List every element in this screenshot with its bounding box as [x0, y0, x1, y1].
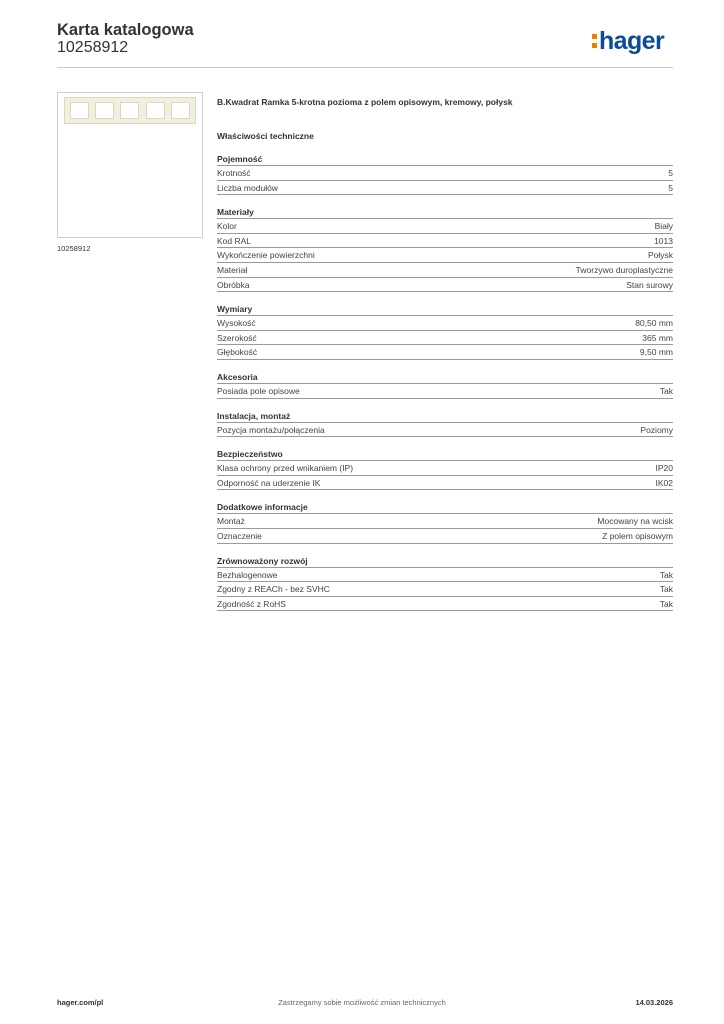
- hager-logo[interactable]: [592, 26, 664, 56]
- product-image-frame: [57, 92, 203, 238]
- property-row: [217, 514, 673, 529]
- property-value: 1013: [654, 235, 673, 246]
- property-value: Tak: [659, 569, 673, 580]
- property-row: [217, 476, 673, 491]
- property-value: Tak: [659, 385, 673, 396]
- properties-sections: [217, 152, 673, 611]
- property-row: [217, 582, 673, 597]
- section-title: Pojemność: [217, 152, 673, 166]
- logo-colon-icon: [592, 26, 598, 54]
- property-value: Tak: [659, 598, 673, 609]
- section-title: Bezpieczeństwo: [217, 447, 673, 461]
- property-row: [217, 345, 673, 360]
- property-label: Klasa ochrony przed wnikaniem (IP): [217, 463, 354, 474]
- property-label: Kolor: [217, 221, 237, 232]
- property-row: [217, 423, 673, 438]
- property-value: Stan surowy: [626, 279, 673, 290]
- property-label: Pozycja montażu/połączenia: [217, 424, 325, 435]
- property-section: [217, 152, 673, 195]
- property-section: [217, 500, 673, 543]
- property-row: [217, 568, 673, 583]
- property-label: Głębokość: [217, 347, 258, 358]
- property-row: [217, 263, 673, 278]
- property-row: [217, 166, 673, 181]
- property-value: 365 mm: [642, 332, 673, 343]
- property-row: [217, 248, 673, 263]
- property-row: [217, 316, 673, 331]
- property-label: Oznaczenie: [217, 530, 262, 541]
- frame-module: [120, 102, 139, 119]
- property-label: Krotność: [217, 168, 251, 178]
- property-label: Bezhalogenowe: [217, 569, 278, 580]
- header-divider: [57, 67, 673, 68]
- product-details: [217, 96, 673, 611]
- property-label: Posiada pole opisowe: [217, 385, 300, 396]
- document-number: 10258912: [57, 39, 129, 56]
- section-title: Wymiary: [217, 302, 673, 316]
- property-value: IP20: [655, 463, 673, 474]
- property-row: [217, 219, 673, 234]
- property-value: Tworzywo duroplastyczne: [575, 264, 673, 275]
- frame-module: [95, 102, 114, 119]
- property-section: [217, 409, 673, 438]
- property-value: 9,50 mm: [639, 347, 673, 358]
- property-label: Zgodny z REACh - bez SVHC: [217, 584, 330, 595]
- property-value: 5: [668, 182, 673, 193]
- property-row: [217, 529, 673, 544]
- property-section: [217, 205, 673, 292]
- product-name: B.Kwadrat Ramka 5-krotna pozioma z polem opisowym, kremowy, połysk: [217, 97, 513, 107]
- property-label: Materiał: [217, 264, 248, 275]
- section-title: Instalacja, montaż: [217, 409, 673, 423]
- footer-website-link[interactable]: hager.com/pl: [57, 998, 104, 1007]
- property-section: [217, 447, 673, 490]
- property-label: Montaż: [217, 516, 245, 527]
- property-label: Odporność na uderzenie IK: [217, 477, 321, 488]
- document-title: Karta katalogowa: [57, 21, 194, 39]
- logo-text: hager: [599, 27, 665, 55]
- footer-disclaimer: Zastrzegamy sobie możliwość zmian technicznych: [278, 998, 446, 1007]
- section-title: Akcesoria: [217, 370, 673, 384]
- footer-date: 14.03.2026: [635, 998, 673, 1007]
- frame-module: [70, 102, 89, 119]
- property-label: Liczba modułów: [217, 182, 278, 193]
- section-title: Dodatkowe informacje: [217, 500, 673, 514]
- property-value: 5: [668, 168, 673, 178]
- property-value: Mocowany na wcisk: [597, 516, 673, 527]
- property-value: Tak: [659, 584, 673, 595]
- product-image: [64, 97, 196, 124]
- property-label: Obróbka: [217, 279, 250, 290]
- image-caption: 10258912: [57, 244, 91, 253]
- property-row: [217, 278, 673, 293]
- property-label: Kod RAL: [217, 235, 252, 246]
- property-value: IK02: [655, 477, 673, 488]
- property-value: Poziomy: [640, 424, 673, 435]
- property-value: Połysk: [647, 250, 673, 261]
- section-title: Materiały: [217, 205, 673, 219]
- property-row: [217, 597, 673, 612]
- technical-properties-heading: Właściwości techniczne: [217, 131, 314, 141]
- property-row: [217, 181, 673, 196]
- property-value: 80,50 mm: [635, 318, 673, 329]
- property-row: [217, 384, 673, 399]
- section-title: Zrównoważony rozwój: [217, 554, 673, 568]
- property-value: Biały: [654, 221, 673, 232]
- property-row: [217, 234, 673, 249]
- property-label: Zgodność z RoHS: [217, 598, 286, 609]
- property-row: [217, 461, 673, 476]
- property-value: Z polem opisowym: [602, 530, 673, 541]
- property-section: [217, 302, 673, 360]
- property-row: [217, 331, 673, 346]
- frame-module: [171, 102, 190, 119]
- property-section: [217, 554, 673, 612]
- frame-module: [146, 102, 165, 119]
- property-label: Wykończenie powierzchni: [217, 250, 315, 261]
- property-label: Szerokość: [217, 332, 257, 343]
- property-section: [217, 370, 673, 399]
- property-label: Wysokość: [217, 318, 256, 329]
